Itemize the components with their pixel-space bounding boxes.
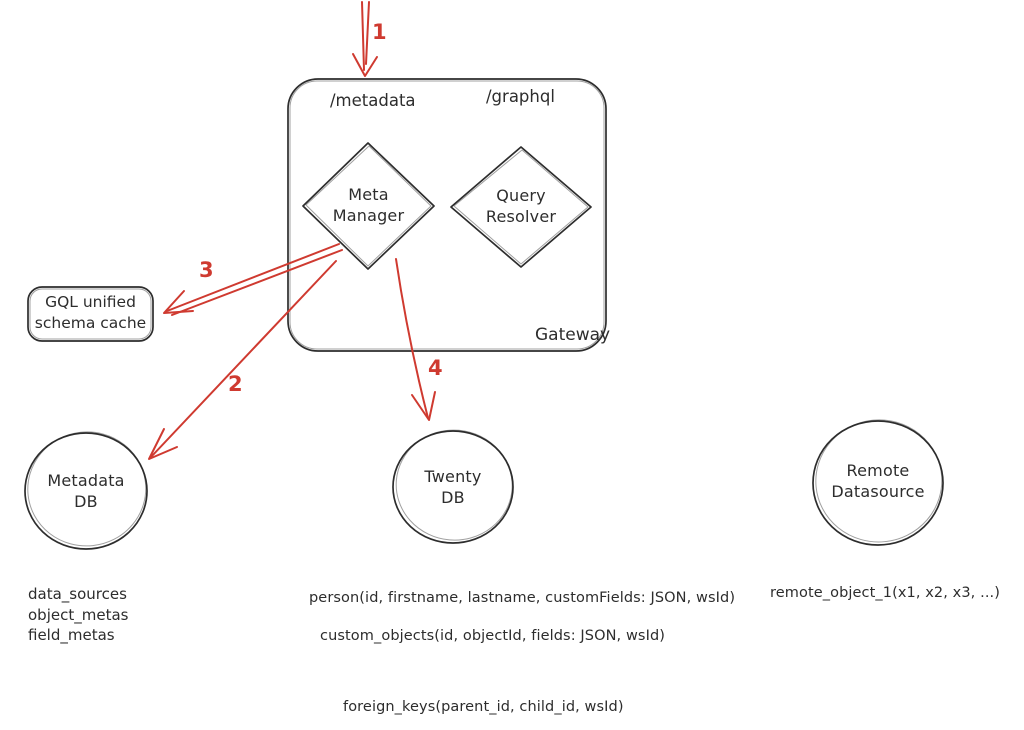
- table-name-field-metas: field_metas: [28, 626, 115, 644]
- foreign-keys-table-text: foreign_keys(parent_id, child_id, wsId): [343, 699, 624, 715]
- arrow-4: [396, 259, 435, 420]
- arrow-2: [149, 261, 336, 459]
- remote-datasource-label-line2: Datasource: [831, 482, 925, 501]
- query-resolver-label-line2: Resolver: [485, 207, 557, 226]
- query-resolver-label-line1: Query: [496, 186, 546, 205]
- table-name-data-sources: data_sources: [28, 585, 127, 603]
- metadata-db-table-list: [28, 584, 128, 646]
- remote-object-table-text: remote_object_1(x1, x2, x3, ...): [770, 585, 1000, 601]
- arrow-3-label: 3: [199, 258, 214, 282]
- gql-schema-cache-label-line2: schema cache: [34, 314, 147, 332]
- endpoint-graphql-label: /graphql: [486, 87, 555, 106]
- arrow-3: [164, 244, 342, 315]
- arrow-1-label: 1: [372, 20, 387, 44]
- twenty-db-label-line1: Twenty: [424, 467, 482, 486]
- custom-objects-table-text: custom_objects(id, objectId, fields: JSON, wsId): [320, 628, 666, 644]
- endpoint-metadata-label: /metadata: [330, 91, 416, 110]
- metadata-db-label-line2: DB: [74, 492, 98, 511]
- twenty-db-label: [393, 466, 513, 508]
- gateway-label: Gateway: [535, 325, 611, 345]
- arrow-4-label: 4: [428, 356, 443, 380]
- twenty-db-label-line2: DB: [441, 488, 465, 507]
- table-name-object-metas: object_metas: [28, 605, 129, 624]
- gql-schema-cache-label: [28, 292, 153, 334]
- meta-manager-label: [303, 184, 434, 226]
- gql-schema-cache-label-line1: GQL unified: [45, 293, 136, 311]
- meta-manager-label-line2: Manager: [332, 206, 405, 225]
- query-resolver-label: [451, 185, 591, 227]
- remote-datasource-label-line1: Remote: [846, 461, 910, 480]
- person-table-text: person(id, firstname, lastname, customFields: JSON, wsId): [309, 590, 736, 606]
- metadata-db-label: [25, 470, 147, 512]
- remote-datasource-label: [808, 460, 948, 502]
- arrow-2-label: 2: [228, 372, 243, 396]
- meta-manager-label-line1: Meta: [348, 185, 389, 204]
- metadata-db-label-line1: Metadata: [47, 471, 125, 490]
